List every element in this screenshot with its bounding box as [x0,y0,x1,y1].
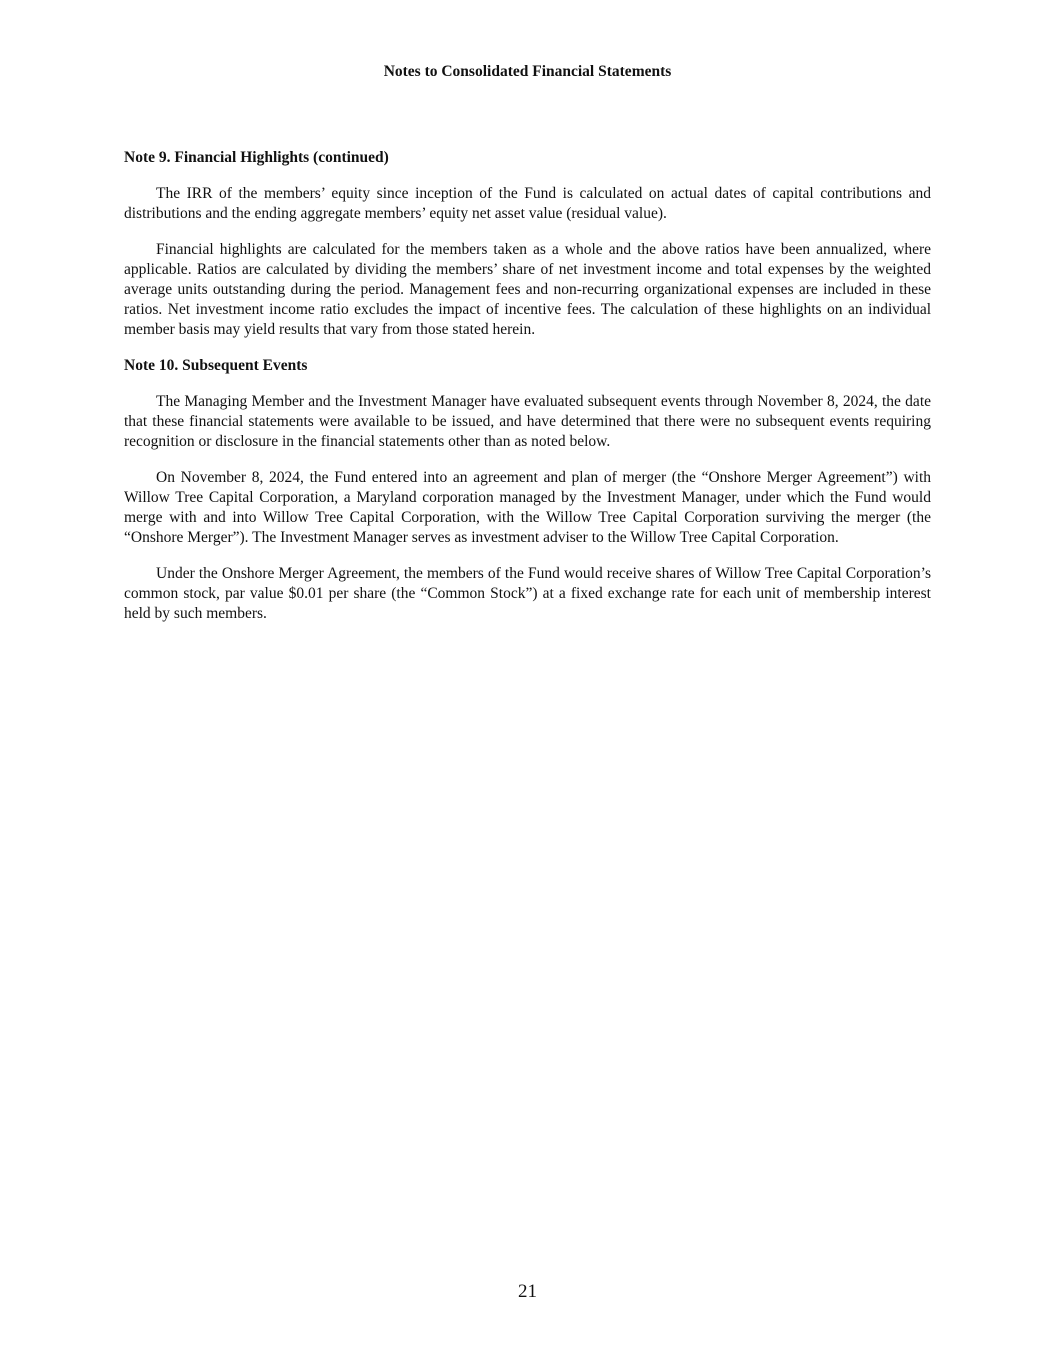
note-10-paragraph-3: Under the Onshore Merger Agreement, the members of the Fund would receive shares of Willow Tree Capital Corporation’s common stock, par value $0.01 per share (the “Common Stock”) at a fixed exchange rate for each unit of membership interest held by such members. [124,565,931,622]
note-10-paragraph-1: The Managing Member and the Investment Manager have evaluated subsequent events through November 8, 2024, the date that these financial statements were available to be issued, and have determined that there were no subsequent events requiring recognition or disclosure in the financial statements other than as noted below. [124,393,931,450]
note-9-heading: Note 9. Financial Highlights (continued) [124,149,389,166]
document-body [124,148,931,640]
page-number: 21 [518,1281,537,1302]
page-title: Notes to Consolidated Financial Statements [383,63,672,80]
note-10-heading: Note 10. Subsequent Events [124,357,308,374]
note-9-paragraph-1: The IRR of the members’ equity since inception of the Fund is calculated on actual dates of capital contributions and distributions and the ending aggregate members’ equity net asset value (residual value). [124,185,931,222]
note-10-paragraph-2: On November 8, 2024, the Fund entered into an agreement and plan of merger (the “Onshore Merger Agreement”) with Willow Tree Capital Corporation, a Maryland corporation managed by the Investment Manager, under which the Fund would merge with and into Willow Tree Capital Corporation, with the Willow Tree Capital Corporation surviving the merger (the “Onshore Merger”). The Investment Manager serves as investment adviser to the Willow Tree Capital Corporation. [124,469,931,546]
note-9-paragraph-2: Financial highlights are calculated for the members taken as a whole and the above ratios have been annualized, where applicable. Ratios are calculated by dividing the members’ share of net investment income and total expenses by the weighted average units outstanding during the period. Management fees and non-recurring organizational expenses are included in these ratios. Net investment income ratio excludes the impact of incentive fees. The calculation of these highlights on an individual member basis may yield results that vary from those stated herein. [124,241,931,338]
